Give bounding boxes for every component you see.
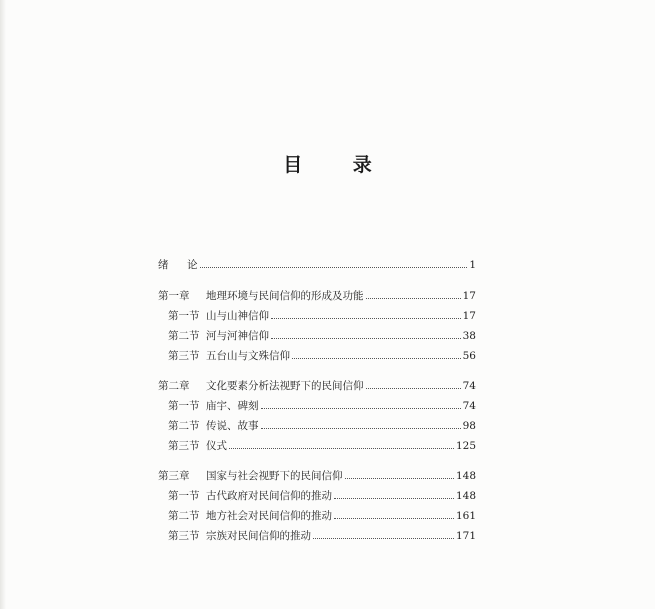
- toc-entry-label: 第一节: [168, 490, 200, 502]
- toc-entry-title: 地方社会对民间信仰的推动: [206, 510, 332, 522]
- toc-leader-dots: [229, 448, 454, 449]
- toc-entry-title: 地理环境与民间信仰的形成及功能: [206, 290, 364, 302]
- toc-entry-label: 第三章: [158, 470, 190, 482]
- toc-entry-page: 171: [455, 530, 476, 542]
- toc-entry-page: 98: [462, 420, 476, 432]
- page-title: 目 录: [283, 154, 394, 176]
- toc-entry-page: 125: [455, 440, 476, 452]
- toc-entry-page: 148: [455, 490, 476, 502]
- toc-entry-page: 74: [462, 400, 476, 412]
- toc-entry-section: [158, 327, 476, 343]
- toc-leader-dots: [366, 388, 461, 389]
- toc-leader-dots: [271, 318, 461, 319]
- toc-entry-label: 第二节: [168, 330, 200, 342]
- toc-entry-title: 传说、故事: [206, 420, 259, 432]
- toc-entry-page: 1: [469, 259, 476, 271]
- toc-leader-dots: [334, 498, 454, 499]
- toc-leader-dots: [366, 298, 461, 299]
- toc-entry-title: 国家与社会视野下的民间信仰: [206, 470, 343, 482]
- toc-entry-label: 第三节: [168, 530, 200, 542]
- toc-leader-dots: [345, 478, 454, 479]
- toc-entry-title: 山与山神信仰: [206, 310, 269, 322]
- toc-leader-dots: [292, 358, 461, 359]
- toc-entry-page: 38: [462, 330, 476, 342]
- toc-entry-label: 第二节: [168, 420, 200, 432]
- toc-entry-title: 宗族对民间信仰的推动: [206, 530, 311, 542]
- toc-entry-section: [158, 507, 476, 523]
- toc-entry-label: 第一章: [158, 290, 190, 302]
- toc-entry-section: [158, 417, 476, 433]
- toc-entry-chapter-3: [158, 467, 476, 483]
- scan-edge-shadow: [0, 0, 6, 609]
- toc-entry-chapter-1: [158, 287, 476, 303]
- toc-entry-label: 第三节: [168, 440, 200, 452]
- toc-entry-section: [158, 347, 476, 363]
- toc-entry-title: 庙宇、碑刻: [206, 400, 259, 412]
- toc-entry-title: 五台山与文殊信仰: [206, 350, 290, 362]
- toc-entry-chapter-2: [158, 377, 476, 393]
- toc-entry-intro: [158, 256, 476, 272]
- toc-entry-label: 第三节: [168, 350, 200, 362]
- toc-entry-section: [158, 487, 476, 503]
- toc-leader-dots: [200, 267, 467, 268]
- toc-leader-dots: [261, 428, 461, 429]
- toc-entry-title: 仪式: [206, 440, 227, 452]
- toc-entry-label: 第一节: [168, 310, 200, 322]
- toc-entry-section: [158, 397, 476, 413]
- toc-entry-section: [158, 527, 476, 543]
- toc-entry-section: [158, 437, 476, 453]
- toc-leader-dots: [261, 408, 461, 409]
- toc-entry-title: 河与河神信仰: [206, 330, 269, 342]
- toc-entry-label: 第二节: [168, 510, 200, 522]
- toc-leader-dots: [313, 538, 454, 539]
- toc-entry-label: 绪 论: [158, 259, 202, 271]
- toc-entry-section: [158, 307, 476, 323]
- toc-entry-label: 第一节: [168, 400, 200, 412]
- toc-entry-page: 74: [462, 380, 476, 392]
- toc-leader-dots: [271, 338, 461, 339]
- toc-entry-page: 161: [455, 510, 476, 522]
- toc-entry-title: 文化要素分析法视野下的民间信仰: [206, 380, 364, 392]
- toc-entry-title: 古代政府对民间信仰的推动: [206, 490, 332, 502]
- toc-entry-page: 56: [462, 350, 476, 362]
- toc-entry-label: 第二章: [158, 380, 190, 392]
- toc-entry-page: 148: [455, 470, 476, 482]
- toc-leader-dots: [334, 518, 454, 519]
- toc-entry-page: 17: [462, 310, 476, 322]
- toc-entry-page: 17: [462, 290, 476, 302]
